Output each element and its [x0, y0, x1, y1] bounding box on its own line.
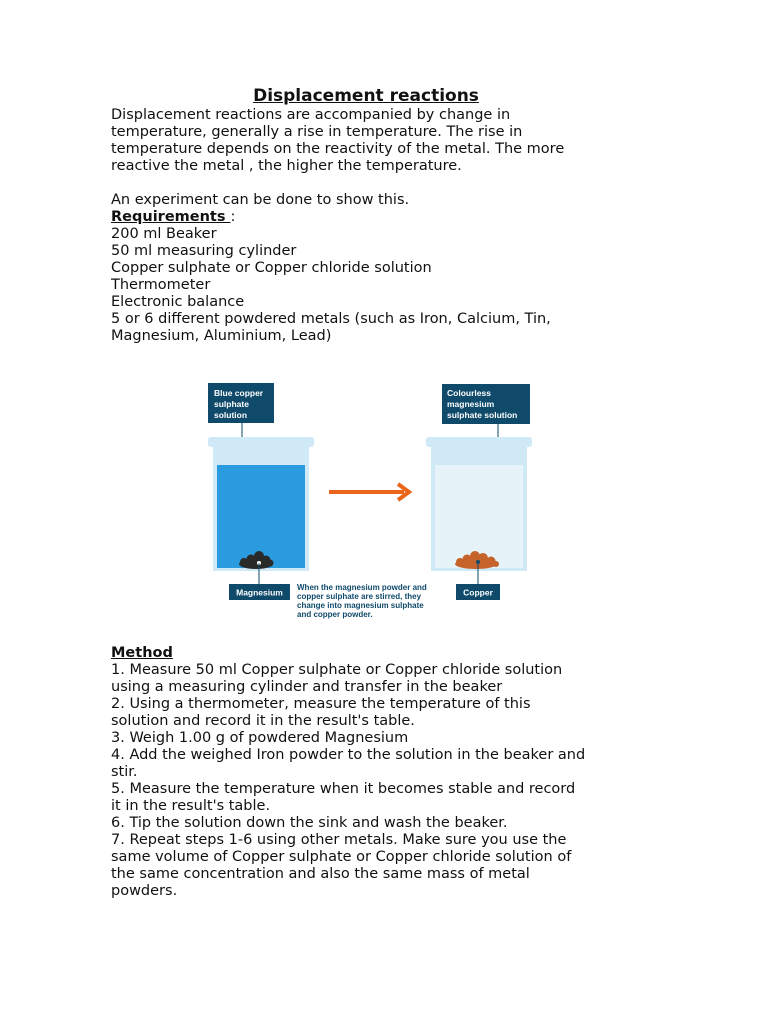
label-colourless-line: Colourless	[447, 388, 491, 398]
requirement-item: Magnesium, Aluminium, Lead)	[111, 328, 332, 344]
label-blue-line: sulphate	[214, 399, 249, 409]
diagram-caption-line: copper sulphate are stirred, they	[297, 592, 422, 601]
label-copper: Copper	[463, 587, 493, 598]
method-line: 7. Repeat steps 1-6 using other metals. Make sure you use the	[111, 832, 567, 848]
method-line: stir.	[111, 764, 138, 780]
requirements-heading: Requirements	[111, 209, 231, 225]
method-line: powders.	[111, 883, 178, 899]
displacement-diagram	[204, 380, 544, 625]
method-line: same volume of Copper sulphate or Copper chloride solution of	[111, 849, 572, 865]
diagram-caption-line: and copper powder.	[297, 610, 373, 619]
method-line: 1. Measure 50 ml Copper sulphate or Copper chloride solution	[111, 662, 563, 678]
intro-line: temperature depends on the reactivity of the metal. The more	[111, 141, 565, 157]
label-blue-line: Blue copper	[214, 388, 264, 398]
requirement-item: 200 ml Beaker	[111, 226, 217, 242]
intro-paragraph	[111, 107, 641, 345]
label-blue-line: solution	[214, 410, 248, 420]
label-colourless-line: sulphate solution	[447, 410, 518, 420]
label-colourless-line: magnesium	[447, 399, 495, 409]
method-line: using a measuring cylinder and transfer in the beaker	[111, 679, 503, 695]
intro-line: temperature, generally a rise in temperature. The rise in	[111, 124, 523, 140]
reaction-arrow	[329, 484, 409, 500]
requirement-item: 5 or 6 different powdered metals (such as Iron, Calcium, Tin,	[111, 311, 551, 327]
diagram-caption-line: When the magnesium powder and	[297, 583, 427, 592]
diagram-caption-line: change into magnesium sulphate	[297, 601, 424, 610]
beaker-colourless	[426, 437, 532, 571]
method-line: it in the result's table.	[111, 798, 271, 814]
method-line: 4. Add the weighed Iron powder to the solution in the beaker and	[111, 747, 586, 763]
requirement-item: 50 ml measuring cylinder	[111, 243, 297, 259]
method-section	[111, 645, 641, 900]
intro-line: Displacement reactions are accompanied by change in	[111, 107, 511, 123]
method-heading: Method	[111, 645, 173, 661]
intro-line: reactive the metal , the higher the temperature.	[111, 158, 462, 174]
method-line: 5. Measure the temperature when it becomes stable and record	[111, 781, 576, 797]
method-line: 3. Weigh 1.00 g of powdered Magnesium	[111, 730, 409, 746]
method-line: solution and record it in the result's table.	[111, 713, 415, 729]
page-title: Displacement reactions	[253, 86, 479, 106]
beaker-blue	[208, 437, 314, 571]
method-line: the same concentration and also the same mass of metal	[111, 866, 530, 882]
experiment-line: An experiment can be done to show this.	[111, 192, 410, 208]
label-magnesium: Magnesium	[236, 587, 283, 598]
requirement-item: Thermometer	[111, 277, 211, 293]
requirement-item: Copper sulphate or Copper chloride solution	[111, 260, 432, 276]
method-line: 6. Tip the solution down the sink and wash the beaker.	[111, 815, 508, 831]
requirements-heading-line	[111, 209, 641, 226]
requirement-item: Electronic balance	[111, 294, 245, 310]
requirements-colon: :	[230, 209, 236, 225]
method-line: 2. Using a thermometer, measure the temperature of this	[111, 696, 531, 712]
